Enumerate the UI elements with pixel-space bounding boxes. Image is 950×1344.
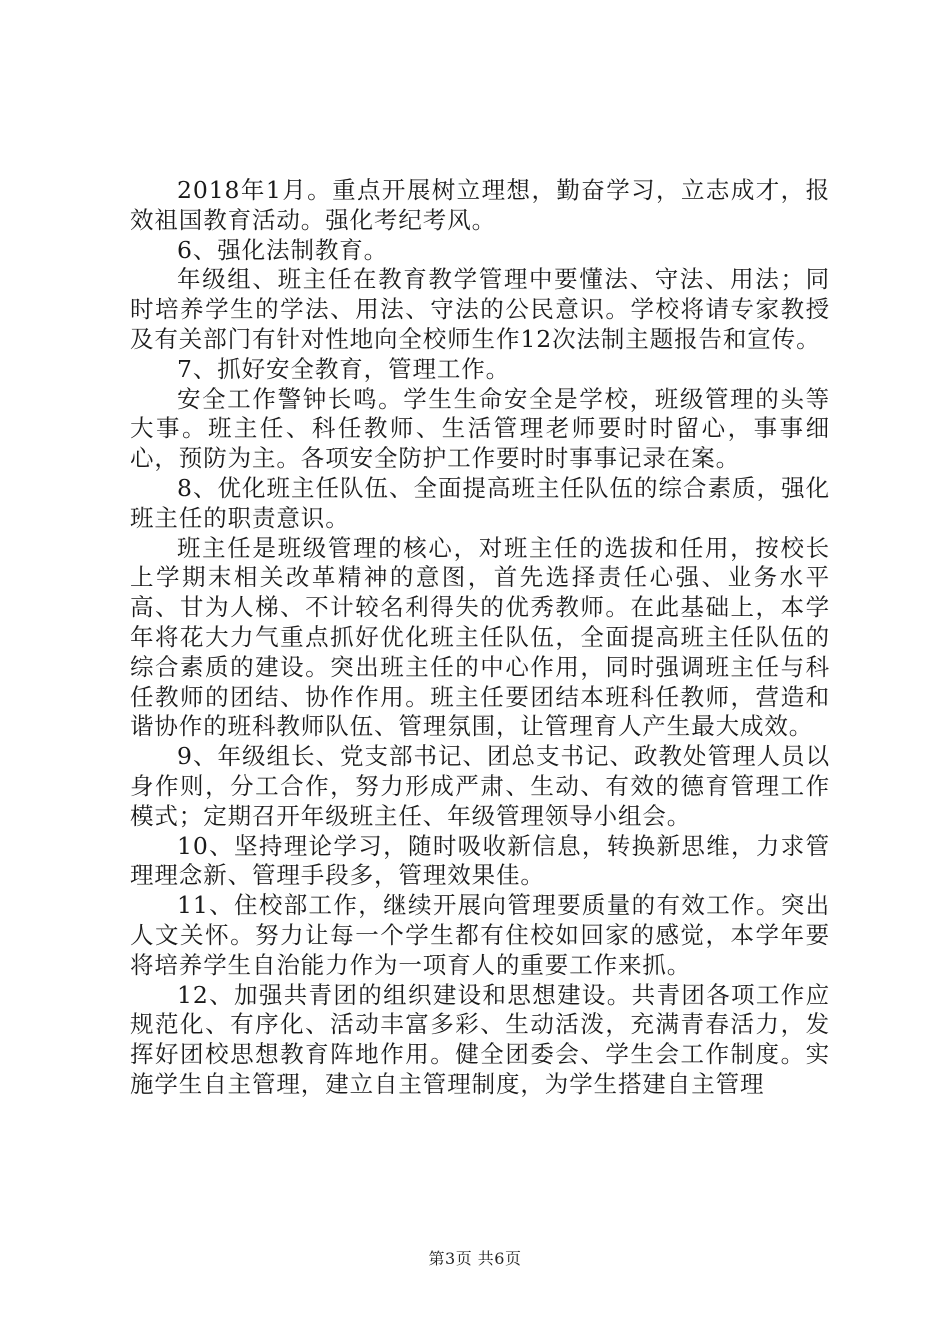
section-heading-8: 8、优化班主任队伍、全面提高班主任队伍的综合素质，强化班主任的职责意识。 (130, 473, 830, 532)
paragraph-4: 班主任是班级管理的核心，对班主任的选拔和任用，按校长上学期末相关改革精神的意图，首先选择责任心强、业务水平高、甘为人梯、不计较名利得失的优秀教师。在此基础上，本学年将花大力气重点抓好优化班主任队伍，全面提高班主任队伍的综合素质的建设。突出班主任的中心作用，同时强调班主任与科任教师的团结、协作作用。班主任要团结本班科任教师，营造和谐协作的班科教师队伍、管理氛围，让管理育人产生最大成效。 (130, 533, 830, 741)
section-heading-9: 9、年级组长、党支部书记、团总支书记、政教处管理人员以身作则，分工合作，努力形成严肃、生动、有效的德育管理工作模式；定期召开年级班主任、年级管理领导小组会。 (130, 742, 830, 830)
paragraph-3: 安全工作警钟长鸣。学生生命安全是学校，班级管理的头等大事。班主任、科任教师、生活管理老师要时时留心，事事细心，预防为主。各项安全防护工作要时时事事记录在案。 (130, 384, 830, 473)
section-heading-6: 6、强化法制教育。 (177, 235, 389, 264)
section-heading-11: 11、住校部工作，继续开展向管理要质量的有效工作。突出人文关怀。努力让每一个学生都有住校如回家的感觉，本学年要将培养学生自治能力作为一项育人的重要工作来抓。 (130, 891, 830, 979)
page-number-footer: 第3页 共6页 (428, 1249, 522, 1268)
section-heading-10: 10、坚持理论学习，随时吸收新信息，转换新思维，力求管理理念新、管理手段多，管理效果佳。 (130, 831, 830, 890)
document-body (130, 176, 830, 1100)
section-heading-7: 7、抓好安全教育，管理工作。 (177, 354, 511, 383)
section-heading-12: 12、加强共青团的组织建设和思想建设。共青团各项工作应规范化、有序化、活动丰富多彩、生动活泼，充满青春活力，发挥好团校思想教育阵地作用。健全团委会、学生会工作制度。实施学生自主管理，建立自主管理制度，为学生搭建自主管理 (130, 980, 830, 1098)
paragraph-2: 年级组、班主任在教育教学管理中要懂法、守法、用法；同时培养学生的学法、用法、守法的公民意识。学校将请专家教授及有关部门有针对性地向全校师生作12次法制主题报告和宣传。 (130, 265, 830, 353)
paragraph-1: 2018年1月。重点开展树立理想，勤奋学习，立志成才，报效祖国教育活动。强化考纪考风。 (130, 176, 830, 234)
